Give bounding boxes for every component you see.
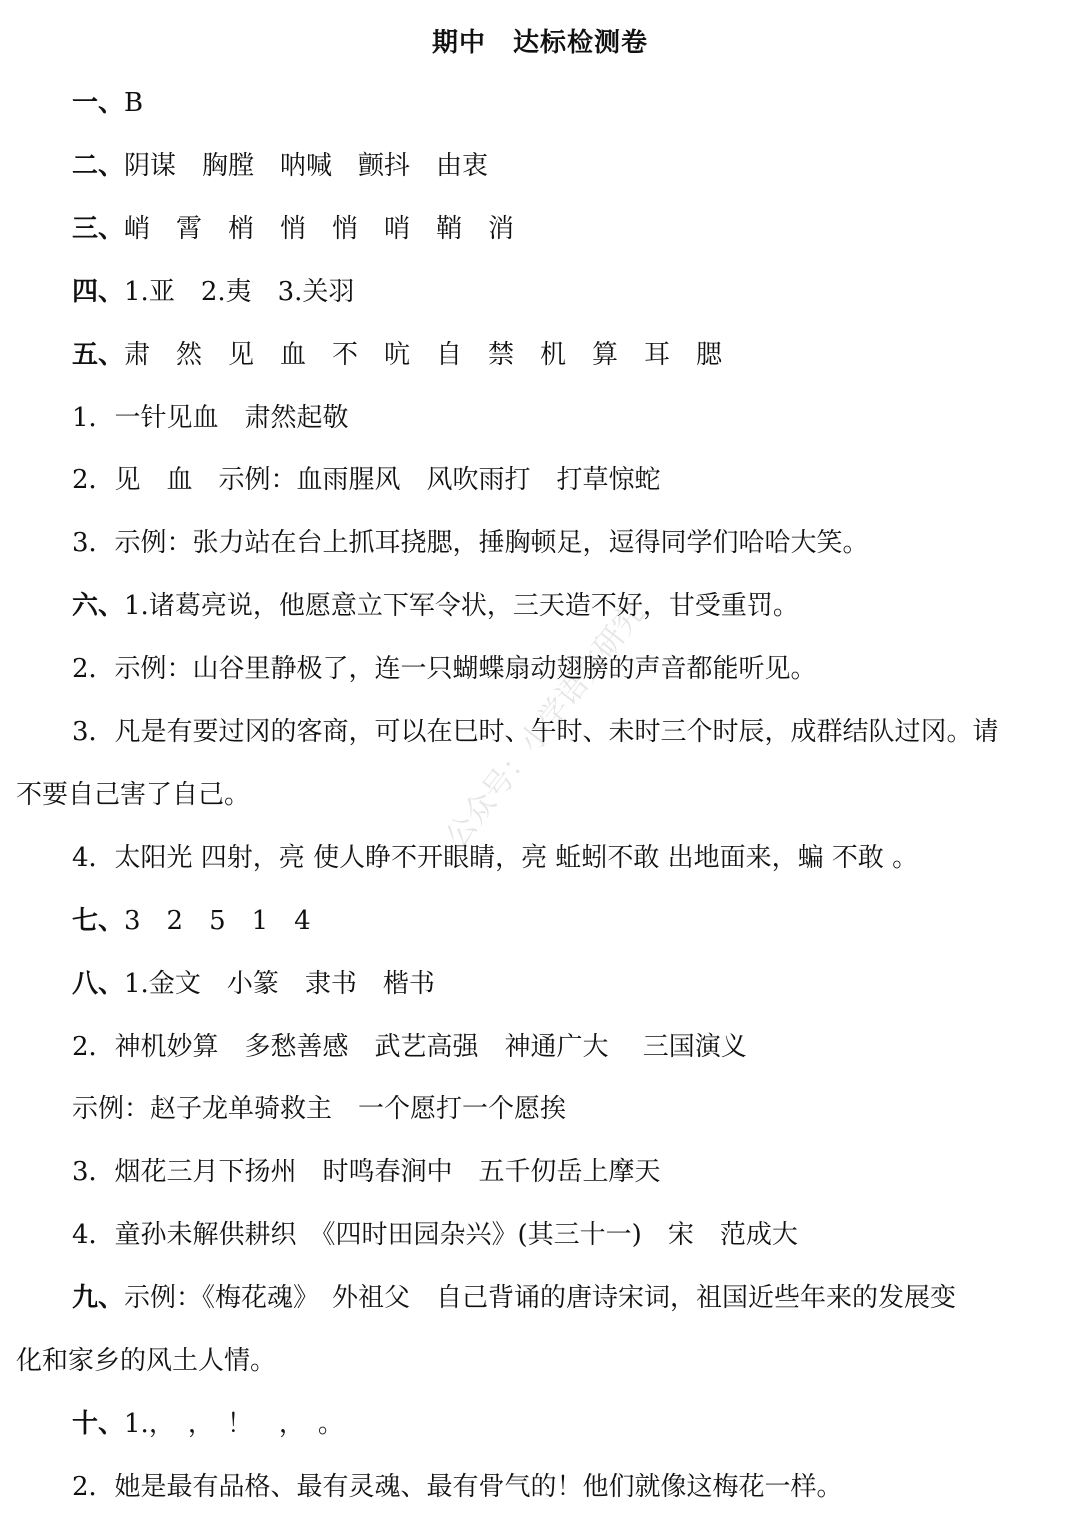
answer-text: 阴谋 胸膛 呐喊 颤抖 由衷 (124, 151, 489, 181)
answer-text: 3．示例：张力站在台上抓耳挠腮，捶胸顿足，逗得同学们哈哈大笑。 (72, 528, 869, 558)
answer-text: 3 2 5 1 4 (124, 906, 311, 936)
answer-text: 1.亚 2.夷 3.关羽 (124, 277, 355, 307)
answer-line (72, 841, 918, 875)
answer-text: 2．示例：山谷里静极了，连一只蝴蝶扇动翅膀的声音都能听见。 (72, 654, 817, 684)
answer-line (72, 1281, 956, 1315)
section-number: 十、 (72, 1409, 125, 1439)
answer-line (16, 1344, 276, 1378)
section-number: 六、 (72, 591, 125, 621)
answer-text: 化和家乡的风土人情。 (16, 1346, 277, 1376)
answer-line (72, 338, 722, 372)
answer-line (72, 1092, 566, 1126)
answer-line (72, 589, 799, 623)
answer-line (72, 1030, 747, 1064)
answer-text: 4．童孙未解供耕织 《四时田园杂兴》(其三十一) 宋 范成大 (72, 1220, 798, 1250)
section-number: 三、 (72, 214, 125, 244)
answer-line (72, 715, 999, 749)
answer-text: 2．见 血 示例：血雨腥风 风吹雨打 打草惊蛇 (72, 465, 661, 495)
answer-text: 不要自己害了自己。 (16, 780, 251, 810)
section-number: 九、 (72, 1283, 125, 1313)
answer-line (72, 1218, 798, 1252)
answer-line (72, 967, 435, 1001)
answer-text: B (124, 88, 144, 118)
answer-line (72, 86, 143, 120)
section-number: 五、 (72, 340, 125, 370)
section-number: 四、 (72, 277, 125, 307)
answer-line (72, 1155, 661, 1189)
answer-line (72, 149, 488, 183)
answer-text: 2．神机妙算 多愁善感 武艺高强 神通广大 三国演义 (72, 1032, 747, 1062)
answer-text: 2．她是最有品格、最有灵魂、最有骨气的！他们就像这梅花一样。 (72, 1472, 843, 1502)
answer-text: 3．烟花三月下扬州 时鸣春涧中 五千仞岳上摩天 (72, 1157, 661, 1187)
answer-line (72, 212, 514, 246)
answer-text: 示例：赵子龙单骑救主 一个愿打一个愿挨 (72, 1094, 567, 1124)
section-number: 一、 (72, 88, 125, 118)
answer-text: 峭 霄 梢 悄 悄 哨 鞘 消 (124, 214, 515, 244)
answer-text: 1．一针见血 肃然起敬 (72, 403, 349, 433)
answer-line (72, 401, 349, 435)
answer-line (72, 1470, 843, 1504)
page-title: 期中 达标检测卷 (431, 28, 648, 58)
answer-line (72, 904, 311, 938)
section-number: 七、 (72, 906, 125, 936)
answer-line (72, 1407, 344, 1441)
answer-line (72, 652, 817, 686)
answer-text: 1.， ， ！ ， 。 (124, 1409, 344, 1439)
section-number: 二、 (72, 151, 125, 181)
answer-text: 3．凡是有要过冈的客商，可以在巳时、午时、未时三个时辰，成群结队过冈。请 (72, 717, 999, 747)
section-number: 八、 (72, 969, 125, 999)
answer-line (16, 778, 250, 812)
answer-text: 1.诸葛亮说，他愿意立下军令状，三天造不好，甘受重罚。 (124, 591, 799, 621)
answer-text: 1.金文 小篆 隶书 楷书 (124, 969, 435, 999)
answer-line (72, 526, 869, 560)
answer-text: 肃 然 见 血 不 吭 自 禁 机 算 耳 腮 (124, 340, 723, 370)
watermark: 公众号：小学语文研究 (438, 596, 652, 855)
answer-line (72, 275, 354, 309)
answer-text: 示例：《梅花魂》 外祖父 自己背诵的唐诗宋词，祖国近些年来的发展变 (124, 1283, 957, 1313)
answer-line (72, 463, 661, 497)
answer-text: 4．太阳光 四射，亮 使人睁不开眼睛，亮 蚯蚓不敢 出地面来，蝙 不敢 。 (72, 843, 919, 873)
